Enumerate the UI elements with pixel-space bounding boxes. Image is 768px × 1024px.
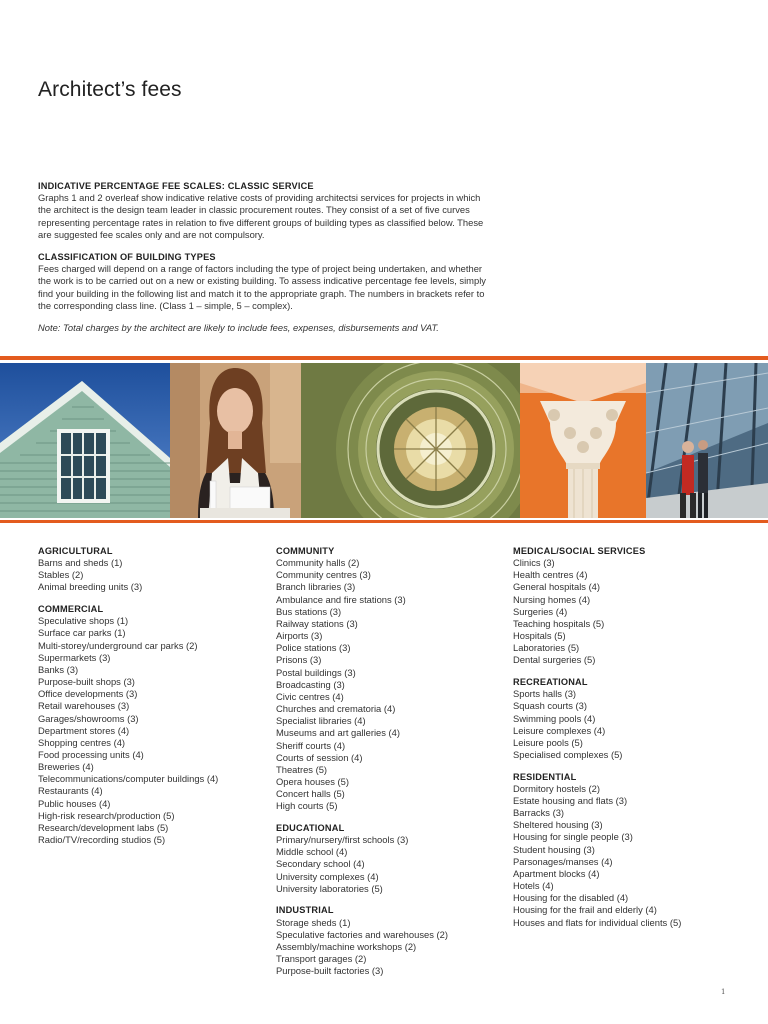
building-type-item: Storage sheds (1)	[276, 916, 351, 928]
building-type-item: Laboratories (5)	[513, 642, 580, 654]
building-type-item: Clinics (3)	[513, 557, 555, 569]
building-type-item: Estate housing and flats (3)	[513, 794, 628, 806]
building-group	[276, 545, 511, 812]
building-group-heading: INDUSTRIAL	[276, 905, 334, 916]
building-type-item: Railway stations (3)	[276, 617, 358, 629]
building-type-item: Barns and sheds (1)	[38, 557, 123, 569]
building-type-item: Hospitals (5)	[513, 630, 566, 642]
building-group-heading: COMMERCIAL	[38, 604, 104, 615]
building-type-item: Parsonages/manses (4)	[513, 855, 613, 867]
building-type-item: Shopping centres (4)	[38, 736, 126, 748]
building-type-item: Middle school (4)	[276, 846, 348, 858]
building-type-item: Purpose-built shops (3)	[38, 676, 135, 688]
building-type-item: General hospitals (4)	[513, 581, 601, 593]
building-type-item: Supermarkets (3)	[38, 651, 111, 663]
classification-heading: CLASSIFICATION OF BUILDING TYPES	[38, 252, 216, 263]
building-type-item: Courts of session (4)	[276, 751, 363, 763]
building-type-item: Housing for the disabled (4)	[513, 892, 629, 904]
glass-atrium-photo	[646, 363, 768, 518]
building-type-item: Barracks (3)	[513, 807, 565, 819]
building-types-column-2	[276, 545, 511, 987]
building-type-item: Office developments (3)	[38, 688, 138, 700]
building-type-item: Sheriff courts (4)	[276, 739, 346, 751]
building-type-item: Research/development labs (5)	[38, 821, 169, 833]
building-type-item: Secondary school (4)	[276, 858, 365, 870]
building-type-item: Ambulance and fire stations (3)	[276, 593, 406, 605]
building-type-item: Leisure pools (5)	[513, 736, 583, 748]
building-type-item: Department stores (4)	[38, 724, 130, 736]
building-group	[38, 545, 273, 594]
building-type-item: Housing for the frail and elderly (4)	[513, 904, 657, 916]
building-type-item: Concert halls (5)	[276, 788, 345, 800]
accent-rule-bottom	[0, 520, 768, 523]
column-capital-photo	[520, 363, 646, 518]
building-type-item: Housing for single people (3)	[513, 831, 633, 843]
building-type-item: Airports (3)	[276, 630, 323, 642]
building-type-item: Police stations (3)	[276, 642, 351, 654]
building-group	[276, 904, 511, 977]
woman-with-model-photo	[170, 363, 301, 518]
building-group-heading: RESIDENTIAL	[513, 771, 577, 782]
building-type-item: Food processing units (4)	[38, 749, 144, 760]
building-type-item: Postal buildings (3)	[276, 666, 356, 678]
building-type-item: Primary/nursery/first schools (3)	[276, 834, 409, 846]
fee-scales-heading: INDICATIVE PERCENTAGE FEE SCALES: CLASSIC SERVICE	[38, 181, 314, 191]
building-type-item: Dormitory hostels (2)	[513, 782, 600, 794]
building-type-item: Stables (2)	[38, 569, 84, 581]
building-type-item: High courts (5)	[276, 800, 338, 812]
building-type-item: Surgeries (4)	[513, 605, 568, 617]
building-type-item: Leisure complexes (4)	[513, 724, 606, 736]
building-types-column-3	[513, 545, 748, 938]
building-type-item: Surface car parks (1)	[38, 627, 126, 639]
building-type-item: Radio/TV/recording studios (5)	[38, 834, 166, 846]
building-type-item: Specialised complexes (5)	[513, 749, 623, 760]
building-type-item: Theatres (5)	[276, 763, 328, 775]
building-type-item: Breweries (4)	[38, 761, 94, 773]
building-type-item: Specialist libraries (4)	[276, 715, 366, 727]
building-type-item: Churches and crematoria (4)	[276, 703, 396, 715]
building-type-item: Prisons (3)	[276, 654, 322, 666]
building-type-item: Sheltered housing (3)	[513, 819, 603, 831]
photo-strip	[0, 363, 768, 518]
building-type-item: Banks (3)	[38, 663, 79, 675]
page-title: Architect’s fees	[38, 78, 182, 101]
building-type-item: Civic centres (4)	[276, 690, 344, 702]
building-type-item: Speculative shops (1)	[38, 615, 129, 627]
fee-scales-paragraph: Graphs 1 and 2 overleaf show indicative relative costs of providing architectsi services for projects in which the architect is the design team leader in classic procurement routes. They consist of a set of five curves representing percentage rates in relation to five different groups of building types as classified below. These are suggested fee scales only and are not compulsory.	[38, 192, 484, 240]
building-group-heading: EDUCATIONAL	[276, 822, 345, 833]
building-type-item: Retail warehouses (3)	[38, 700, 130, 712]
building-group-heading: MEDICAL/SOCIAL SERVICES	[513, 546, 646, 556]
building-type-item: Opera houses (5)	[276, 775, 349, 787]
intro-section	[38, 180, 490, 344]
building-group	[513, 676, 748, 761]
building-type-item: High-risk research/production (5)	[38, 809, 175, 821]
building-type-item: Animal breeding units (3)	[38, 581, 143, 593]
building-type-item: Multi-storey/underground car parks (2)	[38, 639, 198, 651]
building-type-item: Hotels (4)	[513, 880, 554, 892]
building-type-item: Branch libraries (3)	[276, 581, 356, 593]
page-number: 1	[721, 988, 726, 996]
building-type-item: Purpose-built factories (3)	[276, 965, 384, 977]
building-type-item: Apartment blocks (4)	[513, 867, 600, 879]
building-type-item: Squash courts (3)	[513, 700, 587, 712]
building-group	[513, 545, 748, 667]
building-group-heading: COMMUNITY	[276, 546, 335, 556]
building-group	[38, 603, 273, 846]
building-group	[276, 822, 511, 895]
building-type-item: University complexes (4)	[276, 870, 379, 882]
spiral-staircase-photo	[301, 363, 520, 518]
building-type-item: University laboratories (5)	[276, 882, 383, 894]
building-type-item: Community halls (2)	[276, 557, 360, 569]
building-type-item: Swimming pools (4)	[513, 712, 596, 724]
building-group	[513, 771, 748, 929]
building-type-item: Museums and art galleries (4)	[276, 727, 401, 739]
building-type-item: Student housing (3)	[513, 843, 595, 855]
building-type-item: Health centres (4)	[513, 569, 588, 581]
building-type-item: Assembly/machine workshops (2)	[276, 940, 417, 952]
building-type-item: Teaching hospitals (5)	[513, 617, 605, 629]
house-gable-photo	[0, 363, 170, 518]
building-type-item: Bus stations (3)	[276, 605, 342, 617]
accent-rule-top	[0, 356, 768, 360]
building-type-item: Garages/showrooms (3)	[38, 712, 139, 724]
note-text: Note: Total charges by the architect are likely to include fees, expenses, disbursements and VAT.	[38, 322, 439, 334]
building-type-item: Dental surgeries (5)	[513, 654, 596, 666]
building-type-item: Sports halls (3)	[513, 688, 577, 700]
building-type-item: Community centres (3)	[276, 569, 371, 581]
building-group-heading: AGRICULTURAL	[38, 546, 113, 556]
building-type-item: Houses and flats for individual clients (5)	[513, 916, 682, 928]
classification-paragraph: Fees charged will depend on a range of factors including the type of project being undertaken, and whether the work is to be carried out on a new or existing building. To assess indicative percentage fee levels, simply find your building in the following list and match it to the appropriate graph. The numbers in brackets refer to the corresponding class line. (Class 1 – simple, 5 – complex).	[38, 263, 486, 311]
building-type-item: Speculative factories and warehouses (2)	[276, 928, 448, 940]
building-type-item: Nursing homes (4)	[513, 593, 591, 605]
building-type-item: Public houses (4)	[38, 797, 111, 809]
building-types-column-1	[38, 545, 273, 856]
building-type-item: Restaurants (4)	[38, 785, 103, 797]
building-type-item: Broadcasting (3)	[276, 678, 345, 690]
building-type-item: Transport garages (2)	[276, 953, 367, 964]
building-type-item: Telecommunications/computer buildings (4)	[38, 773, 219, 785]
building-group-heading: RECREATIONAL	[513, 677, 588, 688]
